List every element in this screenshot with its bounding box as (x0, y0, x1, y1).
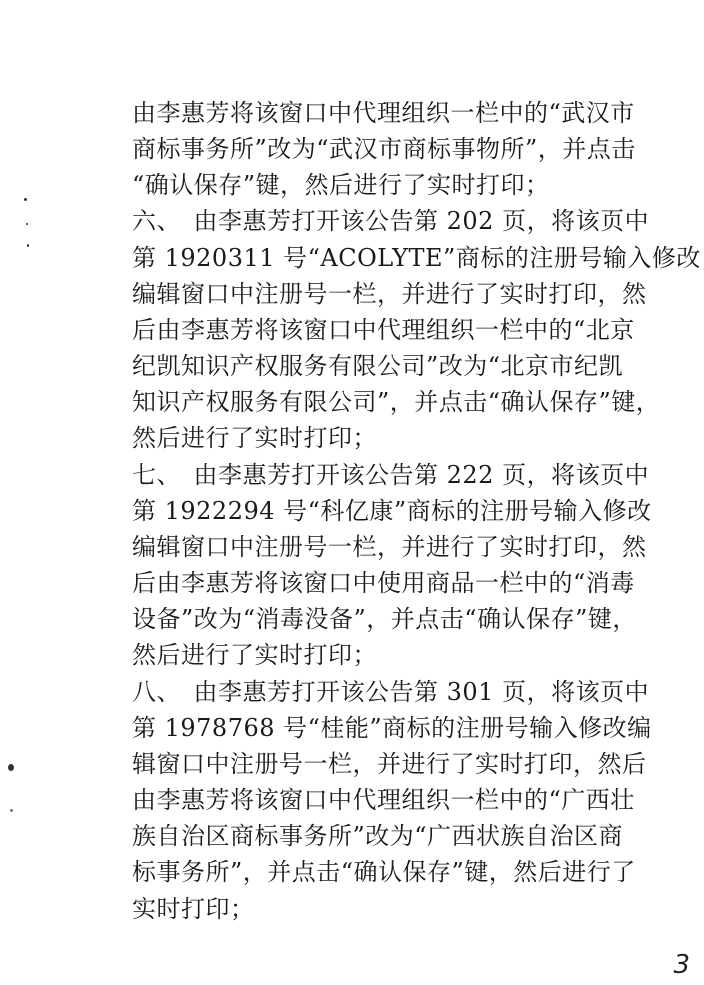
text-line: 设备”改为“消毒没备”，并点击“确认保存”键， (132, 605, 637, 633)
text-line: 然后进行了实时打印； (132, 424, 377, 452)
text-line: 然后进行了实时打印； (132, 641, 377, 669)
text-line: 商标事务所”改为“武汉市商标事物所”，并点击 (132, 135, 636, 163)
text-line: 实时打印； (132, 895, 255, 923)
text-line: 由李惠芳将该窗口中代理组织一栏中的“武汉市 (132, 99, 635, 127)
scan-mark (24, 198, 27, 201)
text-line: 辑窗口中注册号一栏，并进行了实时打印，然后 (132, 750, 647, 778)
scan-mark (10, 809, 13, 812)
page-number: 3 (673, 950, 690, 980)
text-line: 第 1922294 号“科亿康”商标的注册号输入修改 (132, 497, 652, 525)
scan-mark (26, 223, 28, 225)
text-line: 编辑窗口中注册号一栏，并进行了实时打印，然 (132, 280, 647, 308)
text-line: 族自治区商标事务所”改为“广西状族自治区商 (132, 822, 624, 850)
text-line: 第 1920311 号“ACOLYTE”商标的注册号输入修改 (132, 244, 701, 272)
text-line: 第 1978768 号“桂能”商标的注册号输入修改编 (132, 714, 652, 742)
text-line: 知识产权服务有限公司”，并点击“确认保存”键， (132, 388, 661, 416)
text-line: 八、 由李惠芳打开该公告第 301 页，将该页中 (132, 678, 650, 706)
text-line: 六、 由李惠芳打开该公告第 202 页，将该页中 (132, 207, 650, 235)
text-line: 标事务所”，并点击“确认保存”键，然后进行了 (132, 858, 636, 886)
scan-mark (27, 244, 29, 247)
text-line: 纪凯知识产权服务有限公司”改为“北京市纪凯 (132, 352, 624, 380)
text-line: 后由李惠芳将该窗口中使用商品一栏中的“消毒 (132, 569, 635, 597)
text-line: 编辑窗口中注册号一栏，并进行了实时打印，然 (132, 533, 647, 561)
text-line: 后由李惠芳将该窗口中代理组织一栏中的“北京 (132, 316, 635, 344)
scan-mark (8, 764, 14, 771)
text-line: 七、 由李惠芳打开该公告第 222 页，将该页中 (132, 461, 650, 489)
text-line: 由李惠芳将该窗口中代理组织一栏中的“广西壮 (132, 786, 635, 814)
text-line: “确认保存”键，然后进行了实时打印； (132, 171, 550, 199)
